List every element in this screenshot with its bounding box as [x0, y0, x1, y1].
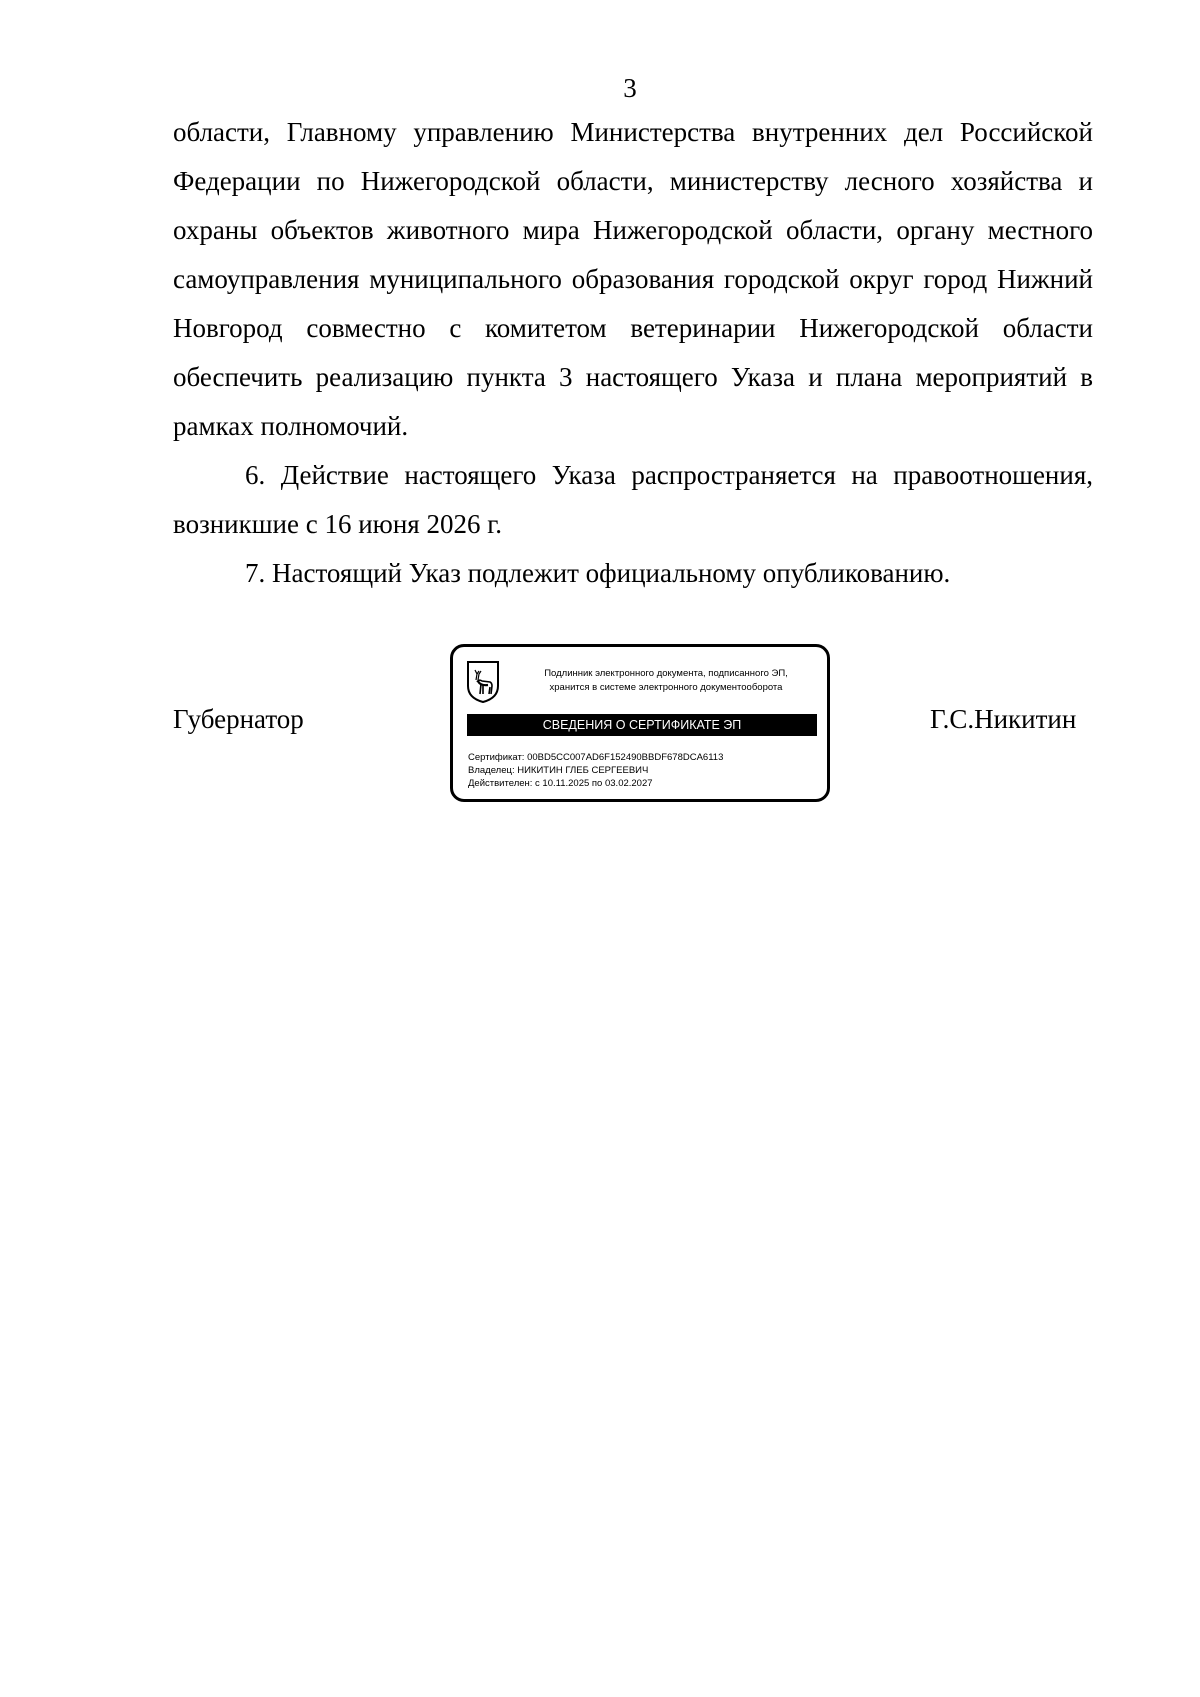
document-body [173, 108, 1093, 598]
stamp-certificate-header: СВЕДЕНИЯ О СЕРТИФИКАТЕ ЭП [467, 714, 817, 736]
owner-label: Владелец: [468, 765, 515, 776]
certificate-label: Сертификат: [468, 752, 525, 763]
electronic-signature-stamp [450, 644, 830, 802]
owner-value: НИКИТИН ГЛЕБ СЕРГЕЕВИЧ [517, 765, 649, 776]
stamp-certificate-details [468, 751, 723, 790]
validity-row [468, 777, 723, 790]
paragraph-item-7: 7. Настоящий Указ подлежит официальному опубликованию. [245, 558, 951, 588]
stamp-note-line: хранится в системе электронного документооборота [549, 682, 783, 693]
stamp-authenticity-note [513, 667, 819, 695]
paragraph-item-6: 6. Действие настоящего Указа распространяется на правоотношения, возникшие с 16 июня 2026 г. [173, 460, 1093, 539]
deer-emblem-icon [466, 660, 500, 704]
validity-value: с 10.11.2025 по 03.02.2027 [535, 778, 653, 789]
page-number: 3 [623, 73, 637, 103]
paragraph-continuation: области, Главному управлению Министерства внутренних дел Российской Федерации по Нижегородской области, министерству лесного хозяйства и охраны объектов животного мира Нижегородской области, органу местного самоуправления муниципального образования городской округ город Нижний Новгород совместно с комитетом ветеринарии Нижегородской области обеспечить реализацию пункта 3 настоящего Указа и плана мероприятий в рамках полномочий. [173, 117, 1093, 441]
signatory-title: Губернатор [173, 704, 304, 734]
owner-row [468, 764, 723, 777]
signatory-name: Г.С.Никитин [930, 704, 1077, 734]
validity-label: Действителен: [468, 778, 533, 789]
certificate-row [468, 751, 723, 764]
certificate-value: 00BD5CC007AD6F152490BBDF678DCA6113 [527, 752, 724, 763]
stamp-note-line: Подлинник электронного документа, подписанного ЭП, [544, 668, 788, 679]
